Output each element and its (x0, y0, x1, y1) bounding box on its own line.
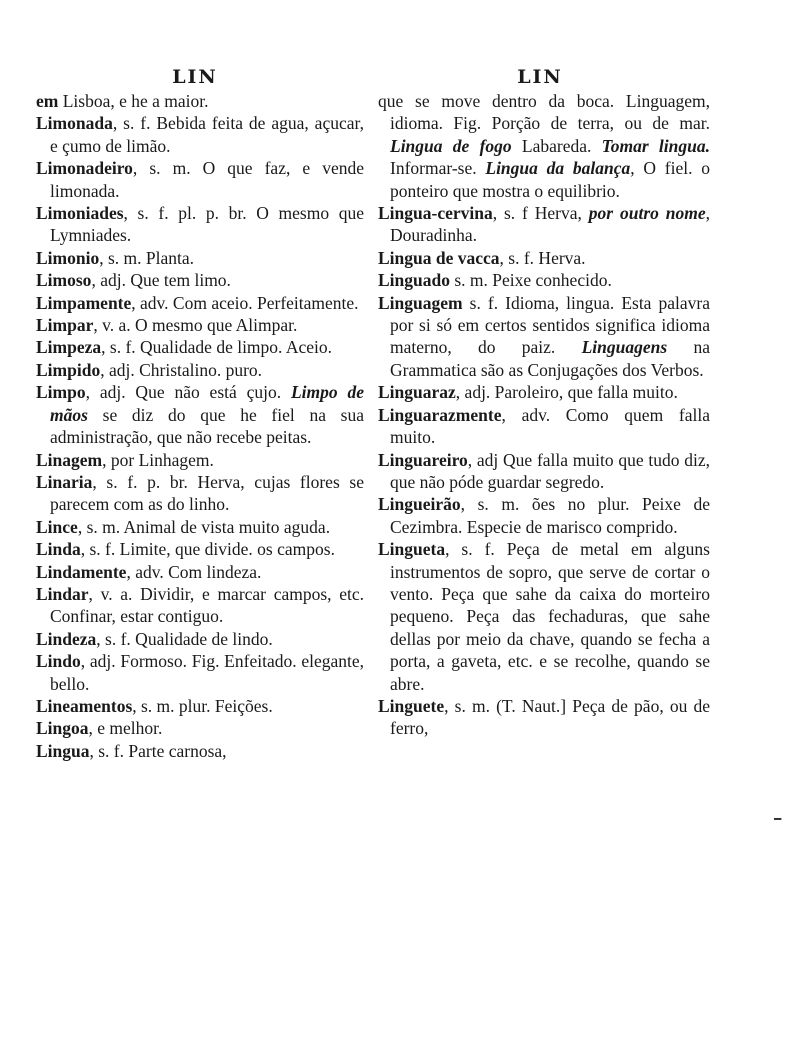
right-entry: Lingua de vacca, s. f. Herva. (378, 247, 586, 268)
right-column (370, 64, 710, 740)
left-entry: Limonio, s. m. Planta. (36, 247, 195, 268)
left-entry: Lindo, adj. Formoso. Fig. Enfeitado. elegante, bello. (36, 651, 364, 694)
right-entry: Linguaraz, adj. Paroleiro, que falla muito. (378, 382, 678, 403)
left-entry: Lineamentos, s. m. plur. Feições. (36, 695, 273, 716)
right-entry: Lingua-cervina, s. f Herva, por outro nome, Douradinha. (378, 203, 710, 246)
margin-mark: ━ (774, 812, 782, 826)
left-entry: Lindamente, adv. Com lindeza. (36, 561, 262, 582)
right-entry: Lingueta, s. f. Peça de metal em alguns instrumentos de sopro, que serve de cortar o vento. Peça que sahe da caixa do morteiro pequeno. Peça das fechaduras, que sahe dellas por meio da chave, quando se fecha a porta, a gaveta, etc. e se recolhe, quando se abre. (378, 539, 710, 694)
left-entry: Limoso, adj. Que tem limo. (36, 270, 231, 291)
left-running-head: LIN (172, 66, 218, 88)
right-entry: Lingueirão, s. m. ões no plur. Peixe de Cezimbra. Especie de marisco comprido. (378, 494, 710, 537)
left-entry: Limpamente, adv. Com aceio. Perfeitamente. (36, 292, 359, 313)
right-entry: que se move dentro da boca. Linguagem, idioma. Fig. Porção de terra, ou de mar. Lingua de fogo Labareda. Tomar lingua. Informar-se. Lingua da balança, O fiel. o ponteiro que mostra o equilibrio. (378, 91, 710, 201)
left-entry: Lingoa, e melhor. (36, 718, 163, 739)
left-entry: Limpido, adj. Christalino. puro. (36, 359, 263, 380)
left-entry: em Lisboa, e he a maior. (36, 91, 209, 111)
left-entry: Limpo, adj. Que não está çujo. Limpo de mãos se diz do que he fiel na sua administração, que não recebe peitas. (36, 382, 364, 448)
left-entry: Limpeza, s. f. Qualidade de limpo. Aceio. (36, 337, 332, 358)
right-entry: Linguareiro, adj Que falla muito que tudo diz, que não póde guardar segredo. (378, 449, 710, 492)
left-entries (26, 90, 364, 762)
right-entry: Linguagem s. f. Idioma, lingua. Esta palavra por si só em certos sentidos significa idioma materno, do paiz. Linguagens na Grammatica são as Conjugações dos Verbos. (378, 292, 710, 380)
left-entry: Linda, s. f. Limite, que divide. os campos. (36, 539, 335, 560)
right-running-head: LIN (517, 66, 563, 88)
left-entry: Limoniades, s. f. pl. p. br. O mesmo que Lymniades. (36, 203, 364, 246)
left-entry: Lindar, v. a. Dividir, e marcar campos, etc. Confinar, estar contiguo. (36, 583, 364, 627)
right-entry: Linguarazmente, adv. Como quem falla muito. (378, 404, 710, 448)
right-entries (370, 90, 710, 740)
right-entry: Linguado s. m. Peixe conhecido. (378, 270, 612, 291)
left-entry: Linagem, por Linhagem. (36, 449, 214, 470)
left-entry: Lindeza, s. f. Qualidade de lindo. (36, 628, 273, 649)
left-column (26, 64, 364, 762)
left-entry: Lince, s. m. Animal de vista muito aguda. (36, 516, 331, 537)
left-entry: Linaria, s. f. p. br. Herva, cujas flores se parecem com as do linho. (36, 471, 364, 515)
left-entry: Lingua, s. f. Parte carnosa, (36, 740, 227, 761)
left-entry: Limpar, v. a. O mesmo que Alimpar. (36, 315, 298, 336)
left-entry: Limonadeiro, s. m. O que faz, e vende limonada. (36, 158, 364, 201)
right-entry: Linguete, s. m. (T. Naut.] Peça de pão, ou de ferro, (378, 695, 710, 739)
left-entry: Limonada, s. f. Bebida feita de agua, açucar, e çumo de limão. (36, 113, 364, 156)
